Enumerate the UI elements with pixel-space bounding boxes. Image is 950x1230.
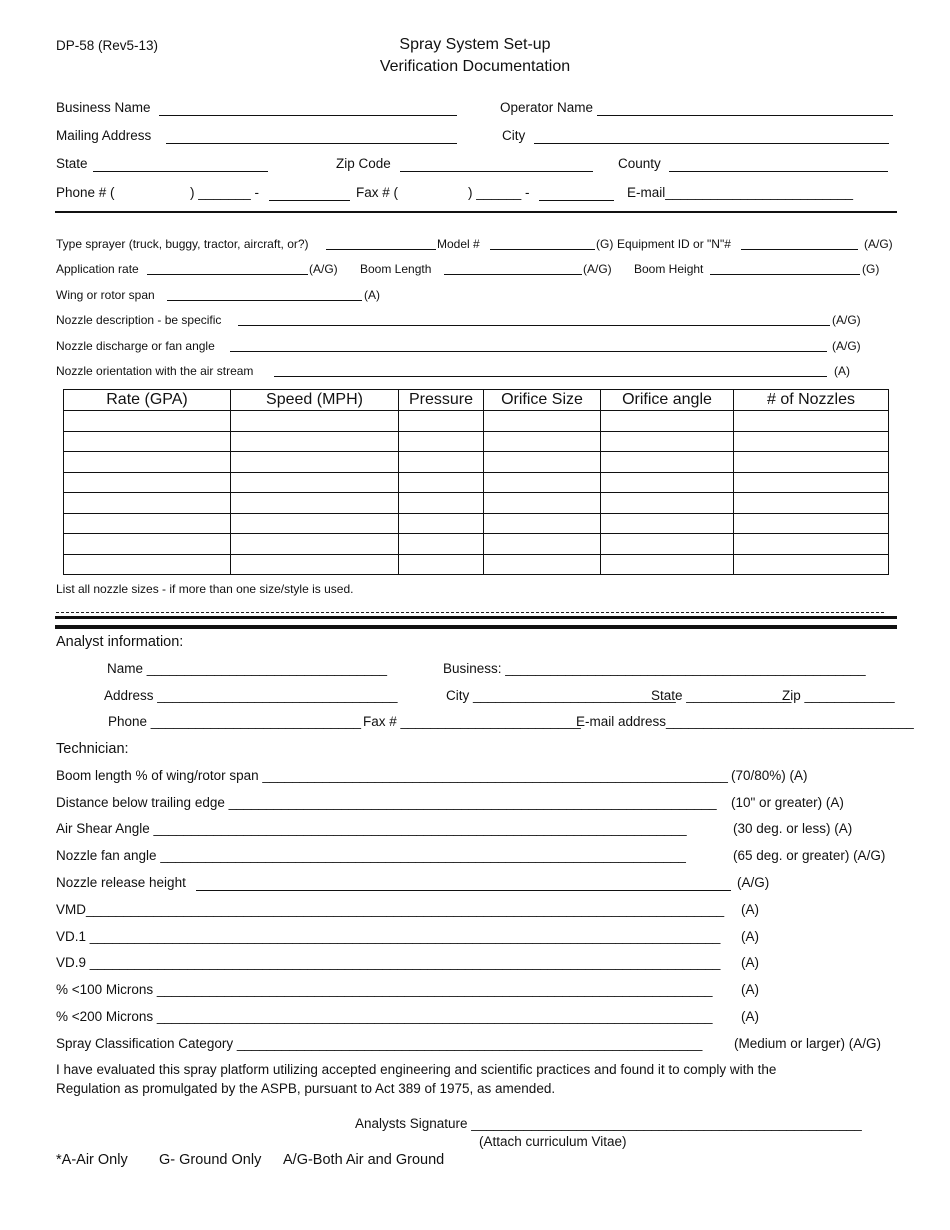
boom-length-code: (A/G) bbox=[583, 262, 612, 276]
form-title-line1: Spray System Set-up bbox=[399, 36, 551, 53]
nozzle-description-code: (A/G) bbox=[832, 313, 861, 327]
table-cell[interactable] bbox=[399, 493, 484, 514]
fax-separator: ) ______ - bbox=[468, 185, 530, 200]
table-cell[interactable] bbox=[64, 472, 231, 493]
boom-length-percent-note: (70/80%) (A) bbox=[731, 768, 808, 783]
column-header-pressure: Pressure bbox=[399, 390, 484, 411]
legend-air-only: *A-Air Only bbox=[56, 1152, 128, 1168]
technician-heading: Technician: bbox=[56, 741, 129, 757]
equipment-id-label: Equipment ID or "N"# bbox=[617, 237, 731, 251]
county-label: County bbox=[618, 156, 661, 171]
column-header-orifice-size: Orifice Size bbox=[484, 390, 601, 411]
table-cell[interactable] bbox=[601, 431, 734, 452]
table-cell[interactable] bbox=[231, 534, 399, 555]
table-cell[interactable] bbox=[399, 534, 484, 555]
air-shear-angle-field[interactable]: Air Shear Angle _______________________________________________________________________ bbox=[56, 821, 687, 836]
table-cell[interactable] bbox=[601, 513, 734, 534]
phone-field[interactable] bbox=[269, 200, 350, 201]
table-cell[interactable] bbox=[231, 431, 399, 452]
table-cell[interactable] bbox=[601, 554, 734, 575]
mailing-address-label: Mailing Address bbox=[56, 128, 152, 143]
table-cell[interactable] bbox=[231, 411, 399, 432]
table-row bbox=[64, 513, 889, 534]
signature-note: (Attach curriculum Vitae) bbox=[479, 1134, 627, 1149]
application-rate-code: (A/G) bbox=[309, 262, 338, 276]
table-cell[interactable] bbox=[484, 554, 601, 575]
table-cell[interactable] bbox=[64, 513, 231, 534]
table-cell[interactable] bbox=[484, 472, 601, 493]
table-cell[interactable] bbox=[64, 431, 231, 452]
spray-classification-note: (Medium or larger) (A/G) bbox=[734, 1036, 882, 1051]
compliance-statement-line2: Regulation as promulgated by the ASPB, pursuant to Act 389 of 1975, as amended. bbox=[56, 1081, 556, 1096]
legend-air-and-ground: A/G-Both Air and Ground bbox=[283, 1152, 445, 1168]
state-field[interactable] bbox=[93, 171, 268, 172]
section-divider bbox=[55, 211, 897, 213]
table-cell[interactable] bbox=[484, 411, 601, 432]
table-cell[interactable] bbox=[734, 513, 889, 534]
vd1-field[interactable]: VD.1 ____________________________________________________________________________________ bbox=[56, 929, 721, 944]
table-cell[interactable] bbox=[399, 452, 484, 473]
wing-span-label: Wing or rotor span bbox=[56, 288, 155, 302]
business-name-field[interactable] bbox=[159, 115, 457, 116]
table-cell[interactable] bbox=[601, 534, 734, 555]
type-sprayer-label: Type sprayer (truck, buggy, tractor, aircraft, or?) bbox=[56, 237, 309, 251]
table-cell[interactable] bbox=[601, 493, 734, 514]
business-name-label: Business Name bbox=[56, 100, 151, 115]
fax-label: Fax # ( bbox=[356, 185, 399, 200]
table-cell[interactable] bbox=[399, 513, 484, 534]
table-cell[interactable] bbox=[601, 472, 734, 493]
table-cell[interactable] bbox=[231, 472, 399, 493]
microns-100-field[interactable]: % <100 Microns __________________________________________________________________________ bbox=[56, 982, 713, 997]
table-row bbox=[64, 534, 889, 555]
nozzle-fan-angle-field[interactable]: Nozzle fan angle ______________________________________________________________________ bbox=[56, 848, 686, 863]
table-cell[interactable] bbox=[64, 554, 231, 575]
table-cell[interactable] bbox=[64, 452, 231, 473]
table-cell[interactable] bbox=[231, 513, 399, 534]
mailing-address-field[interactable] bbox=[166, 143, 457, 144]
distance-trailing-edge-note: (10" or greater) (A) bbox=[731, 795, 844, 810]
city-label: City bbox=[502, 128, 526, 143]
nozzle-fan-angle-note: (65 deg. or greater) (A/G) bbox=[733, 848, 886, 863]
column-header-nozzle-count: # of Nozzles bbox=[734, 390, 889, 411]
legend-ground-only: G- Ground Only bbox=[159, 1152, 262, 1168]
table-body bbox=[64, 411, 889, 575]
table-cell[interactable] bbox=[484, 452, 601, 473]
table-row bbox=[64, 431, 889, 452]
model-field[interactable] bbox=[490, 249, 595, 250]
spray-classification-field[interactable]: Spray Classification Category ______________________________________________________________ bbox=[56, 1036, 703, 1051]
boom-length-field[interactable] bbox=[444, 274, 582, 275]
table-cell[interactable] bbox=[484, 493, 601, 514]
analyst-phone-field[interactable]: Phone ____________________________ bbox=[108, 714, 362, 729]
analyst-email-field[interactable]: E-mail address_________________________________ bbox=[576, 714, 914, 729]
type-sprayer-field[interactable] bbox=[326, 249, 436, 250]
nozzle-orientation-code: (A) bbox=[834, 364, 850, 378]
table-cell[interactable] bbox=[231, 493, 399, 514]
table-cell[interactable] bbox=[734, 534, 889, 555]
analyst-name-field[interactable]: Name ________________________________ bbox=[107, 661, 388, 676]
analyst-fax-field[interactable]: Fax # ________________________ bbox=[363, 714, 581, 729]
table-cell[interactable] bbox=[734, 411, 889, 432]
model-code: (G) bbox=[596, 237, 614, 251]
nozzle-discharge-code: (A/G) bbox=[832, 339, 861, 353]
form-number: DP-58 (Rev5-13) bbox=[56, 38, 159, 53]
nozzle-discharge-label: Nozzle discharge or fan angle bbox=[56, 339, 215, 353]
nozzle-orientation-field[interactable] bbox=[274, 376, 827, 377]
wing-span-code: (A) bbox=[364, 288, 380, 302]
nozzle-list-field[interactable] bbox=[56, 612, 884, 613]
table-cell[interactable] bbox=[484, 534, 601, 555]
section-divider bbox=[55, 625, 897, 629]
table-cell[interactable] bbox=[601, 452, 734, 473]
analyst-zip-field[interactable]: Zip ____________ bbox=[782, 688, 895, 703]
analyst-address-field[interactable]: Address ________________________________ bbox=[104, 688, 398, 703]
nozzle-description-label: Nozzle description - be specific bbox=[56, 313, 222, 327]
microns-100-note: (A) bbox=[741, 982, 759, 997]
nozzle-description-field[interactable] bbox=[238, 325, 830, 326]
table-cell[interactable] bbox=[399, 411, 484, 432]
vd1-note: (A) bbox=[741, 929, 759, 944]
table-cell[interactable] bbox=[231, 452, 399, 473]
column-header-orifice-angle: Orifice angle bbox=[601, 390, 734, 411]
phone-separator: ) _______ - bbox=[190, 185, 260, 200]
boom-length-label: Boom Length bbox=[360, 262, 432, 276]
table-cell[interactable] bbox=[399, 554, 484, 575]
analyst-state-field[interactable]: State ______________ bbox=[651, 688, 792, 703]
nozzle-release-height-label: Nozzle release height bbox=[56, 875, 186, 890]
air-shear-angle-note: (30 deg. or less) (A) bbox=[733, 821, 853, 836]
city-field[interactable] bbox=[534, 143, 889, 144]
zip-code-label: Zip Code bbox=[336, 156, 391, 171]
microns-200-note: (A) bbox=[741, 1009, 759, 1024]
microns-200-field[interactable]: % <200 Microns __________________________________________________________________________ bbox=[56, 1009, 713, 1024]
column-header-rate: Rate (GPA) bbox=[64, 390, 231, 411]
table-cell[interactable] bbox=[64, 493, 231, 514]
table-cell[interactable] bbox=[734, 472, 889, 493]
model-label: Model # bbox=[437, 237, 480, 251]
analyst-city-field[interactable]: City ___________________________ bbox=[446, 688, 676, 703]
boom-length-percent-field[interactable]: Boom length % of wing/rotor span ______________________________________________________________ bbox=[56, 768, 728, 783]
table-row bbox=[64, 493, 889, 514]
nozzle-list-label: List all nozzle sizes - if more than one size/style is used. bbox=[56, 582, 354, 596]
equipment-id-code: (A/G) bbox=[864, 237, 893, 251]
county-field[interactable] bbox=[669, 171, 888, 172]
table-cell[interactable] bbox=[734, 493, 889, 514]
boom-height-code: (G) bbox=[862, 262, 880, 276]
state-label: State bbox=[56, 156, 88, 171]
operator-name-field[interactable] bbox=[597, 115, 893, 116]
operator-name-label: Operator Name bbox=[500, 100, 594, 115]
equipment-id-field[interactable] bbox=[741, 249, 858, 250]
vd9-note: (A) bbox=[741, 955, 759, 970]
nozzle-release-height-field[interactable] bbox=[196, 890, 731, 891]
table-row bbox=[64, 452, 889, 473]
table-cell[interactable] bbox=[734, 554, 889, 575]
phone-label: Phone # ( bbox=[56, 185, 115, 200]
table-row bbox=[64, 472, 889, 493]
spray-settings-table bbox=[63, 389, 889, 575]
table-cell[interactable] bbox=[601, 411, 734, 432]
table-cell[interactable] bbox=[484, 513, 601, 534]
nozzle-discharge-field[interactable] bbox=[230, 351, 827, 352]
table-header-row bbox=[64, 390, 889, 411]
table-cell[interactable] bbox=[64, 411, 231, 432]
email-label[interactable]: E-mail_________________________ bbox=[627, 185, 853, 200]
distance-trailing-edge-field[interactable]: Distance below trailing edge _________________________________________________________________ bbox=[56, 795, 717, 810]
column-header-speed: Speed (MPH) bbox=[231, 390, 399, 411]
vmd-field[interactable]: VMD_____________________________________________________________________________________ bbox=[56, 902, 725, 917]
boom-height-field[interactable] bbox=[710, 274, 860, 275]
table-cell[interactable] bbox=[734, 452, 889, 473]
vd9-field[interactable]: VD.9 ____________________________________________________________________________________ bbox=[56, 955, 721, 970]
table-cell[interactable] bbox=[231, 554, 399, 575]
table-row bbox=[64, 554, 889, 575]
analyst-business-field[interactable]: Business: ________________________________________________ bbox=[443, 661, 866, 676]
table-cell[interactable] bbox=[64, 534, 231, 555]
table-cell[interactable] bbox=[399, 431, 484, 452]
zip-code-field[interactable] bbox=[400, 171, 593, 172]
fax-field[interactable] bbox=[539, 200, 614, 201]
form-title-line2: Verification Documentation bbox=[379, 58, 571, 75]
nozzle-orientation-label: Nozzle orientation with the air stream bbox=[56, 364, 254, 378]
analyst-heading: Analyst information: bbox=[56, 634, 184, 650]
section-divider bbox=[55, 616, 897, 619]
analyst-signature-field[interactable]: Analysts Signature ____________________________________________________ bbox=[355, 1116, 862, 1131]
application-rate-label: Application rate bbox=[56, 262, 139, 276]
vmd-note: (A) bbox=[741, 902, 759, 917]
boom-height-label: Boom Height bbox=[634, 262, 704, 276]
table-cell[interactable] bbox=[484, 431, 601, 452]
wing-span-field[interactable] bbox=[167, 300, 362, 301]
compliance-statement-line1: I have evaluated this spray platform utilizing accepted engineering and scientific practices and found it to comply with the bbox=[56, 1062, 777, 1077]
application-rate-field[interactable] bbox=[147, 274, 308, 275]
table-row bbox=[64, 411, 889, 432]
table-cell[interactable] bbox=[399, 472, 484, 493]
nozzle-release-height-note: (A/G) bbox=[737, 875, 770, 890]
table-cell[interactable] bbox=[734, 431, 889, 452]
